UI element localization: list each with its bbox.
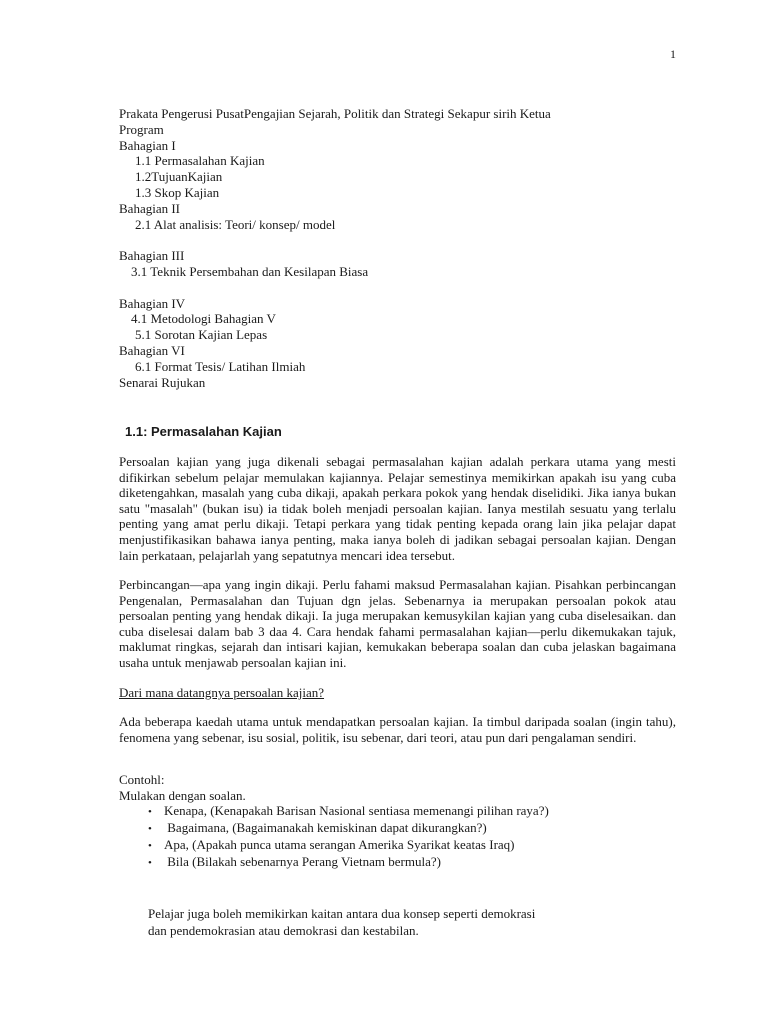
closing-text	[148, 905, 668, 939]
closing-line: dan pendemokrasian atau demokrasi dan kestabilan.	[148, 923, 419, 938]
paragraph-3: Ada beberapa kaedah utama untuk mendapatkan persoalan kajian. Ia timbul daripada soalan (ingin tahu), fenomena yang sebenar, isu sosial, politik, isu sebenar, dari teori, atau pun dari pengalaman sendiri.	[119, 714, 676, 745]
paragraph-1: Persoalan kajian yang juga dikenali sebagai permasalahan kajian adalah perkara utama yang mesti difikirkan sebelum pelajar memulakan kajiannya. Pelajar semestinya memikirkan apakah isu yang cuba diketengahkan, masalah yang cuba dikaji, apakah perkara pokok yang hendak diselidiki. Jika ianya bukan satu "masalah" (bukan isu) ia tidak boleh menjadi persoalan kajian. Ianya mestilah sesuatu yang terlalu penting yang amat perlu dikaji. Tetapi perkara yang tidak penting kepada orang lain jika pelajar dapat menjustifikasikan bahawa ianya penting, maka ianya boleh di jadikan sebagai persoalan kajian. Dengan lain perkataan, pelajarlah yang sepatutnya mencari idea tersebut.	[119, 454, 676, 563]
toc-item: 6.1 Format Tesis/ Latihan Ilmiah	[135, 358, 306, 374]
bullet-icon: •	[148, 806, 152, 818]
toc-references: Senarai Rujukan	[119, 374, 206, 390]
toc-item: 4.1 Metodologi Bahagian V	[131, 311, 276, 327]
toc-item: 1.2TujuanKajian	[135, 169, 223, 185]
paragraph-2: Perbincangan—apa yang ingin dikaji. Perlu fahami maksud Permasalahan kajian. Pisahkan perbincangan Pengenalan, Permasalahan dan Tujuan dgn jelas. Sebenarnya ia merupakan persoalan pokok atau persoalan penting yang hendak dikaji. Ia juga merupakan kemusykilan kajian yang cuba diselesaikan. dan cuba diselesai dalam bab 3 daa 4. Cara hendak fahami permasalahan kajian—perlu dikemukakan tajuk, maklumat ringkas, sejarah dan intisari kajian, kemukakan beberapa soalan dan cuba jelaskan bagaimana usaha untuk menjawab persoalan kajian ini.	[119, 577, 676, 670]
table-of-contents	[119, 106, 679, 390]
example-subtitle: Mulakan dengan soalan.	[119, 788, 246, 803]
toc-item: 1.1 Permasalahan Kajian	[135, 153, 265, 169]
list-item-text: Apa, (Apakah punca utama serangan Amerika Syarikat keatas Iraq)	[164, 837, 515, 852]
toc-part-4: Bahagian IV	[119, 295, 186, 311]
bullet-icon: •	[148, 823, 152, 835]
toc-preface: Prakata Pengerusi PusatPengajian Sejarah, Politik dan Strategi Sekapur sirih Ketua	[119, 106, 551, 121]
list-item	[148, 854, 549, 871]
toc-item: 2.1 Alat analisis: Teori/ konsep/ model	[135, 216, 336, 232]
toc-part-6: Bahagian VI	[119, 342, 185, 358]
toc-part-3: Bahagian III	[119, 248, 185, 264]
toc-preface-cont: Program	[119, 121, 164, 137]
bullet-icon: •	[148, 857, 152, 869]
question-heading: Dari mana datangnya persoalan kajian?	[119, 685, 325, 700]
toc-gap	[119, 280, 679, 296]
list-item-text: Bagaimana, (Bagaimanakah kemiskinan dapat dikurangkan?)	[164, 820, 487, 835]
toc-part-1: Bahagian I	[119, 137, 176, 153]
toc-item: 1.3 Skop Kajian	[135, 184, 220, 200]
toc-gap	[119, 232, 679, 248]
toc-part-2: Bahagian II	[119, 200, 181, 216]
toc-item: 3.1 Teknik Persembahan dan Kesilapan Biasa	[131, 263, 369, 279]
list-item	[148, 837, 549, 854]
list-item	[148, 820, 549, 837]
list-item-text: Bila (Bilakah sebenarnya Perang Vietnam bermula?)	[164, 854, 441, 869]
closing-line: Pelajar juga boleh memikirkan kaitan antara dua konsep seperti demokrasi	[148, 906, 536, 921]
list-item-text: Kenapa, (Kenapakah Barisan Nasional sentiasa memenangi pilihan raya?)	[164, 803, 549, 818]
example-label: Contohl:	[119, 772, 165, 787]
example-bullet-list	[148, 803, 549, 871]
section-heading: 1.1: Permasalahan Kajian	[125, 424, 282, 439]
page-number: 1	[670, 47, 676, 61]
list-item	[148, 803, 549, 820]
toc-item: 5.1 Sorotan Kajian Lepas	[135, 327, 268, 343]
bullet-icon: •	[148, 840, 152, 852]
